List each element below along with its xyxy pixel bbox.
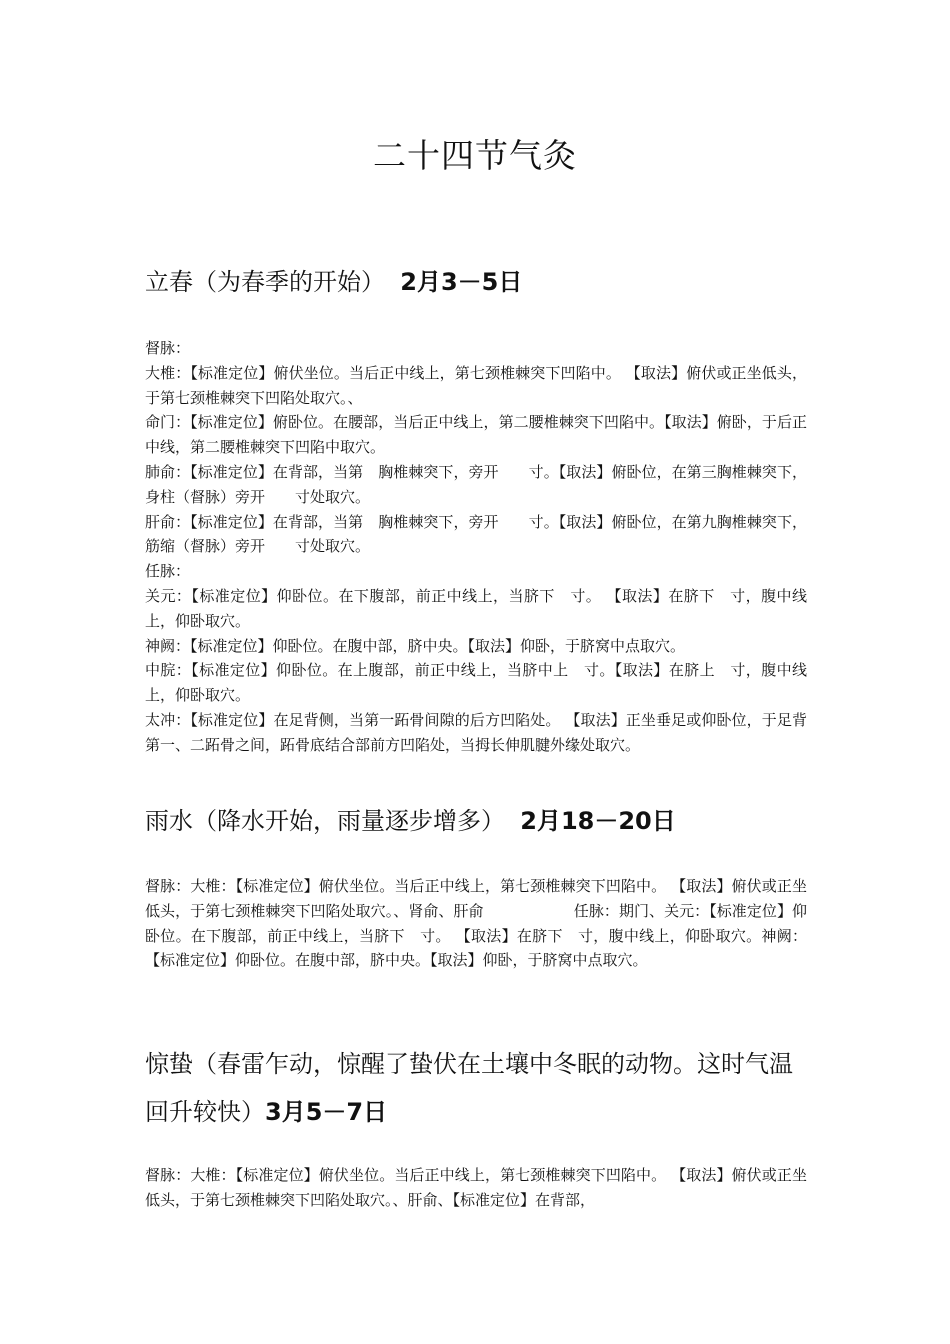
paragraph: 神阙：【标准定位】仰卧位。在腹中部，脐中央。【取法】仰卧，于脐窝中点取穴。 bbox=[145, 636, 686, 655]
section-heading-text: 惊蛰（春雷乍动，惊醒了蛰伏在土壤中冬眠的动物。这时气温回升较快） bbox=[145, 1050, 793, 1126]
paragraph: 中脘：【标准定位】仰卧位。在上腹部，前正中线上，当脐中上 寸。【取法】在脐上 寸，腹中线上，仰卧取穴。 bbox=[145, 661, 807, 705]
section-heading-text: 立春（为春季的开始） bbox=[145, 268, 385, 296]
paragraph: 大椎：【标准定位】俯伏坐位。当后正中线上，第七颈椎棘突下凹陷中。 【取法】俯伏或正坐低头，于第七颈椎棘突下凹陷处取穴。、 bbox=[145, 363, 807, 407]
section-heading-date: 2月3－5日 bbox=[400, 268, 523, 296]
section-heading-jingzhe bbox=[145, 1040, 815, 1136]
section-heading-text: 雨水（降水开始，雨量逐步增多） bbox=[145, 807, 505, 835]
paragraph: 督脉：大椎：【标准定位】俯伏坐位。当后正中线上，第七颈椎棘突下凹陷中。 【取法】俯伏或正坐低头，于第七颈椎棘突下凹陷处取穴。、肝俞、【标准定位】在背部， bbox=[145, 1166, 807, 1209]
paragraph: 督脉： bbox=[145, 339, 191, 357]
section-heading-date: 2月18－20日 bbox=[520, 807, 676, 835]
paragraph: 关元：【标准定位】仰卧位。在下腹部，前正中线上，当脐下 寸。 【取法】在脐下 寸，腹中线上，仰卧取穴。 bbox=[145, 586, 807, 630]
paragraph: 督脉：大椎：【标准定位】俯伏坐位。当后正中线上，第七颈椎棘突下凹陷中。 【取法】俯伏或正坐低头，于第七颈椎棘突下凹陷处取穴。、肾俞、肝俞 任脉：期门、关元：【标准定位】仰卧位。在下腹部，前正中线上，当脐下 寸。 【取法】在脐下 寸，腹中线上，仰卧取穴。神阙：【标准定位】仰卧位。在腹中部，脐中央。【取法】仰卧，于脐窝中点取穴。 bbox=[145, 877, 807, 970]
section-heading-lichun bbox=[145, 259, 815, 305]
section-body-yushui bbox=[145, 874, 807, 973]
section-body-jingzhe bbox=[145, 1163, 807, 1213]
paragraph: 太冲：【标准定位】在足背侧，当第一跖骨间隙的后方凹陷处。 【取法】正坐垂足或仰卧位，于足背第一、二跖骨之间，跖骨底结合部前方凹陷处，当拇长伸肌腱外缘处取穴。 bbox=[145, 710, 807, 754]
section-body-lichun bbox=[145, 336, 807, 758]
paragraph: 肝俞：【标准定位】在背部，当第 胸椎棘突下，旁开 寸。【取法】俯卧位，在第九胸椎棘突下，筋缩（督脉）旁开 寸处取穴。 bbox=[145, 512, 807, 556]
paragraph: 肺俞：【标准定位】在背部，当第 胸椎棘突下，旁开 寸。【取法】俯卧位，在第三胸椎棘突下，身柱（督脉）旁开 寸处取穴。 bbox=[145, 462, 807, 506]
section-heading-yushui bbox=[145, 798, 815, 844]
section-heading-date: 3月5－7日 bbox=[265, 1098, 388, 1126]
paragraph: 任脉： bbox=[145, 562, 191, 581]
document-title: 二十四节气灸 bbox=[373, 136, 577, 175]
paragraph: 命门：【标准定位】俯卧位。在腰部，当后正中线上，第二腰椎棘突下凹陷中。【取法】俯卧，于后正中线，第二腰椎棘突下凹陷中取穴。 bbox=[145, 413, 807, 457]
